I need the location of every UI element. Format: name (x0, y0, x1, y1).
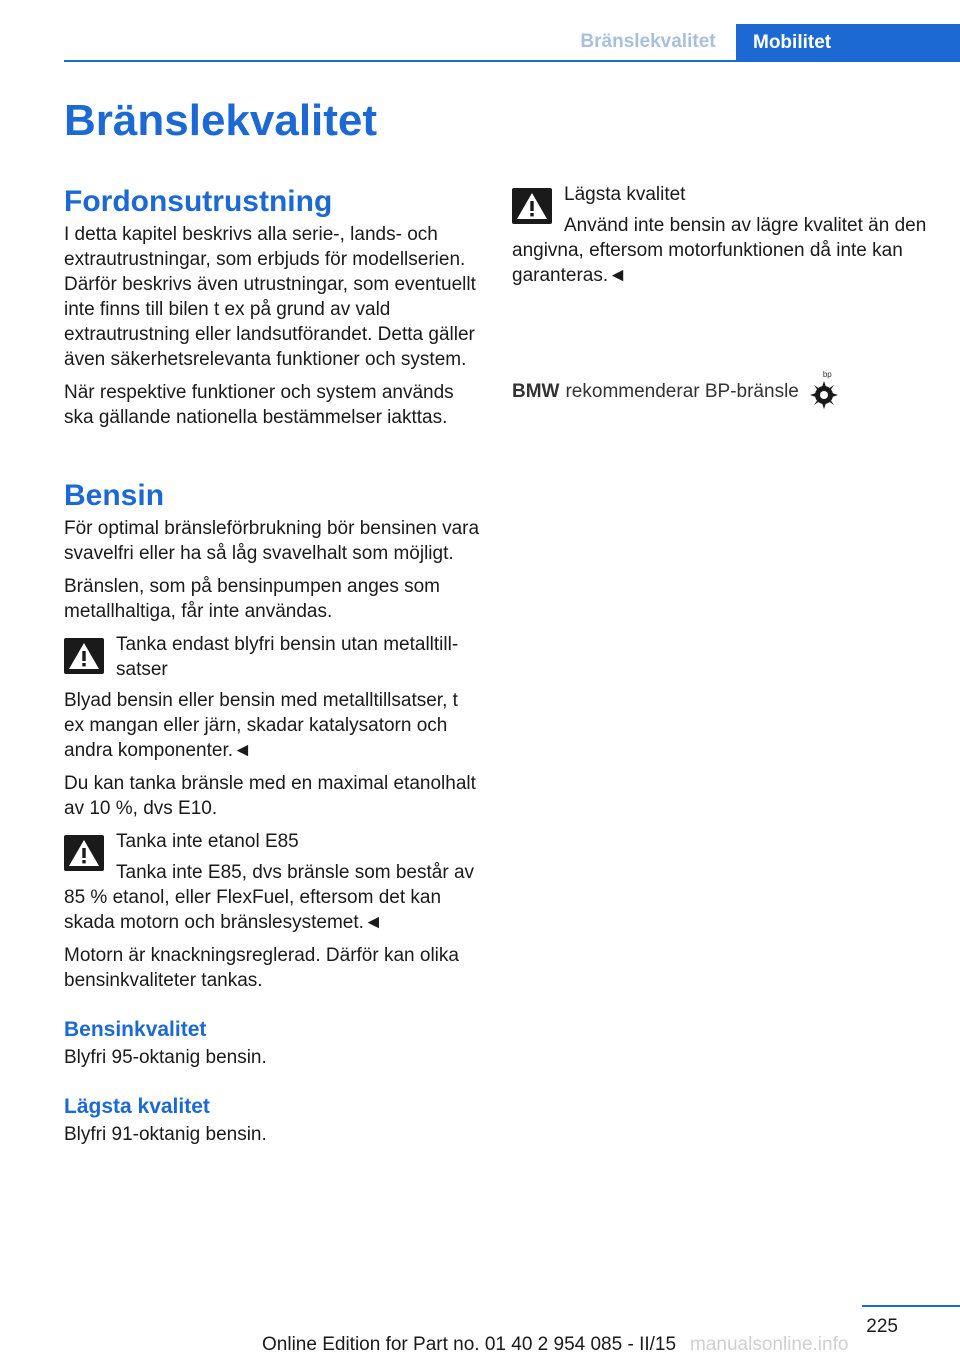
header-section-label: Bränslekvalitet (580, 31, 716, 52)
page-title: Bränslekvalitet (64, 96, 378, 145)
warning-body: Tanka inte E85, dvs bränsle som består av 85 % etanol, eller FlexFuel, eftersom det kan skada motorn och bränslesystemet.◄ (64, 862, 475, 933)
bp-logo-text: bp (822, 370, 832, 379)
warning-body: Blyad bensin eller bensin med metalltillsatser, t ex mangan eller järn, skadar katalysatorn och andra komponenter.◄ (64, 690, 458, 761)
warning-body: Använd inte bensin av lägre kvalitet än den angivna, eftersom motorfunktionen då inte kan garanteras.◄ (512, 215, 927, 286)
paragraph-equipment-intro: I detta kapitel beskrivs alla serie-, lands- och extrautrustningar, som erbjuds för modellserien. Därför beskrivs även utrustningar, som eventuellt inte finns till bilen t ex på grund av vald extrautrustning eller landsutförandet. Detta gäller även säkerhetsrelevanta funktioner och system. (64, 224, 476, 370)
right-column (512, 182, 932, 410)
heading-minimum-quality: Lägsta kvalitet (64, 1095, 210, 1118)
footer-edition: Online Edition for Part no. 01 40 2 954 085 - II/15 (262, 1334, 677, 1355)
paragraph-sulfur: För optimal bränsleförbrukning bör bensinen vara svavelfri eller ha så låg svavelhalt som möjligt. (64, 518, 480, 564)
brand-recommendation-text: rekommenderar BP-bränsle (565, 381, 799, 402)
left-column (64, 182, 480, 1155)
paragraph-95-octane: Blyfri 95-oktanig bensin. (64, 1047, 267, 1068)
header-rule (64, 60, 960, 62)
page-number: 225 (866, 1316, 898, 1337)
paragraph-91-octane: Blyfri 91-oktanig bensin. (64, 1124, 267, 1145)
bp-helios-logo-icon (809, 370, 839, 410)
paragraph-knock-control: Motorn är knackningsreglerad. Därför kan olika bensinkvaliteter tankas. (64, 945, 459, 991)
warning-minimum-quality (512, 182, 932, 288)
heading-petrol-quality: Bensinkvalitet (64, 1018, 207, 1041)
warning-title: Tanka inte etanol E85 (116, 831, 299, 852)
warning-triangle-icon (512, 188, 552, 224)
paragraph-e10: Du kan tanka bränsle med en maximal etanolhalt av 10 %, dvs E10. (64, 773, 476, 819)
warning-unleaded (64, 632, 480, 763)
brand-name: BMW (512, 381, 560, 402)
heading-petrol: Bensin (64, 479, 165, 512)
paragraph-metallic-fuels: Bränslen, som på bensinpumpen anges som metallhaltiga, får inte användas. (64, 576, 441, 622)
paragraph-national-rules: När respektive funktioner och system används ska gällande nationella bestämmelser iakttas. (64, 382, 454, 428)
heading-vehicle-equipment: Fordonsutrustning (64, 185, 333, 218)
warning-title: Tanka endast blyfri bensin utan metalltillsatser (116, 634, 459, 680)
warning-title: Lägsta kvalitet (564, 184, 686, 205)
footer-watermark: manualsonline.info (690, 1334, 849, 1355)
warning-triangle-icon (64, 638, 104, 674)
bp-recommendation (512, 370, 932, 410)
footer-rule (862, 1305, 960, 1307)
warning-triangle-icon (64, 835, 104, 871)
warning-e85 (64, 829, 480, 935)
header-chapter-tab: Mobilitet (736, 24, 960, 62)
